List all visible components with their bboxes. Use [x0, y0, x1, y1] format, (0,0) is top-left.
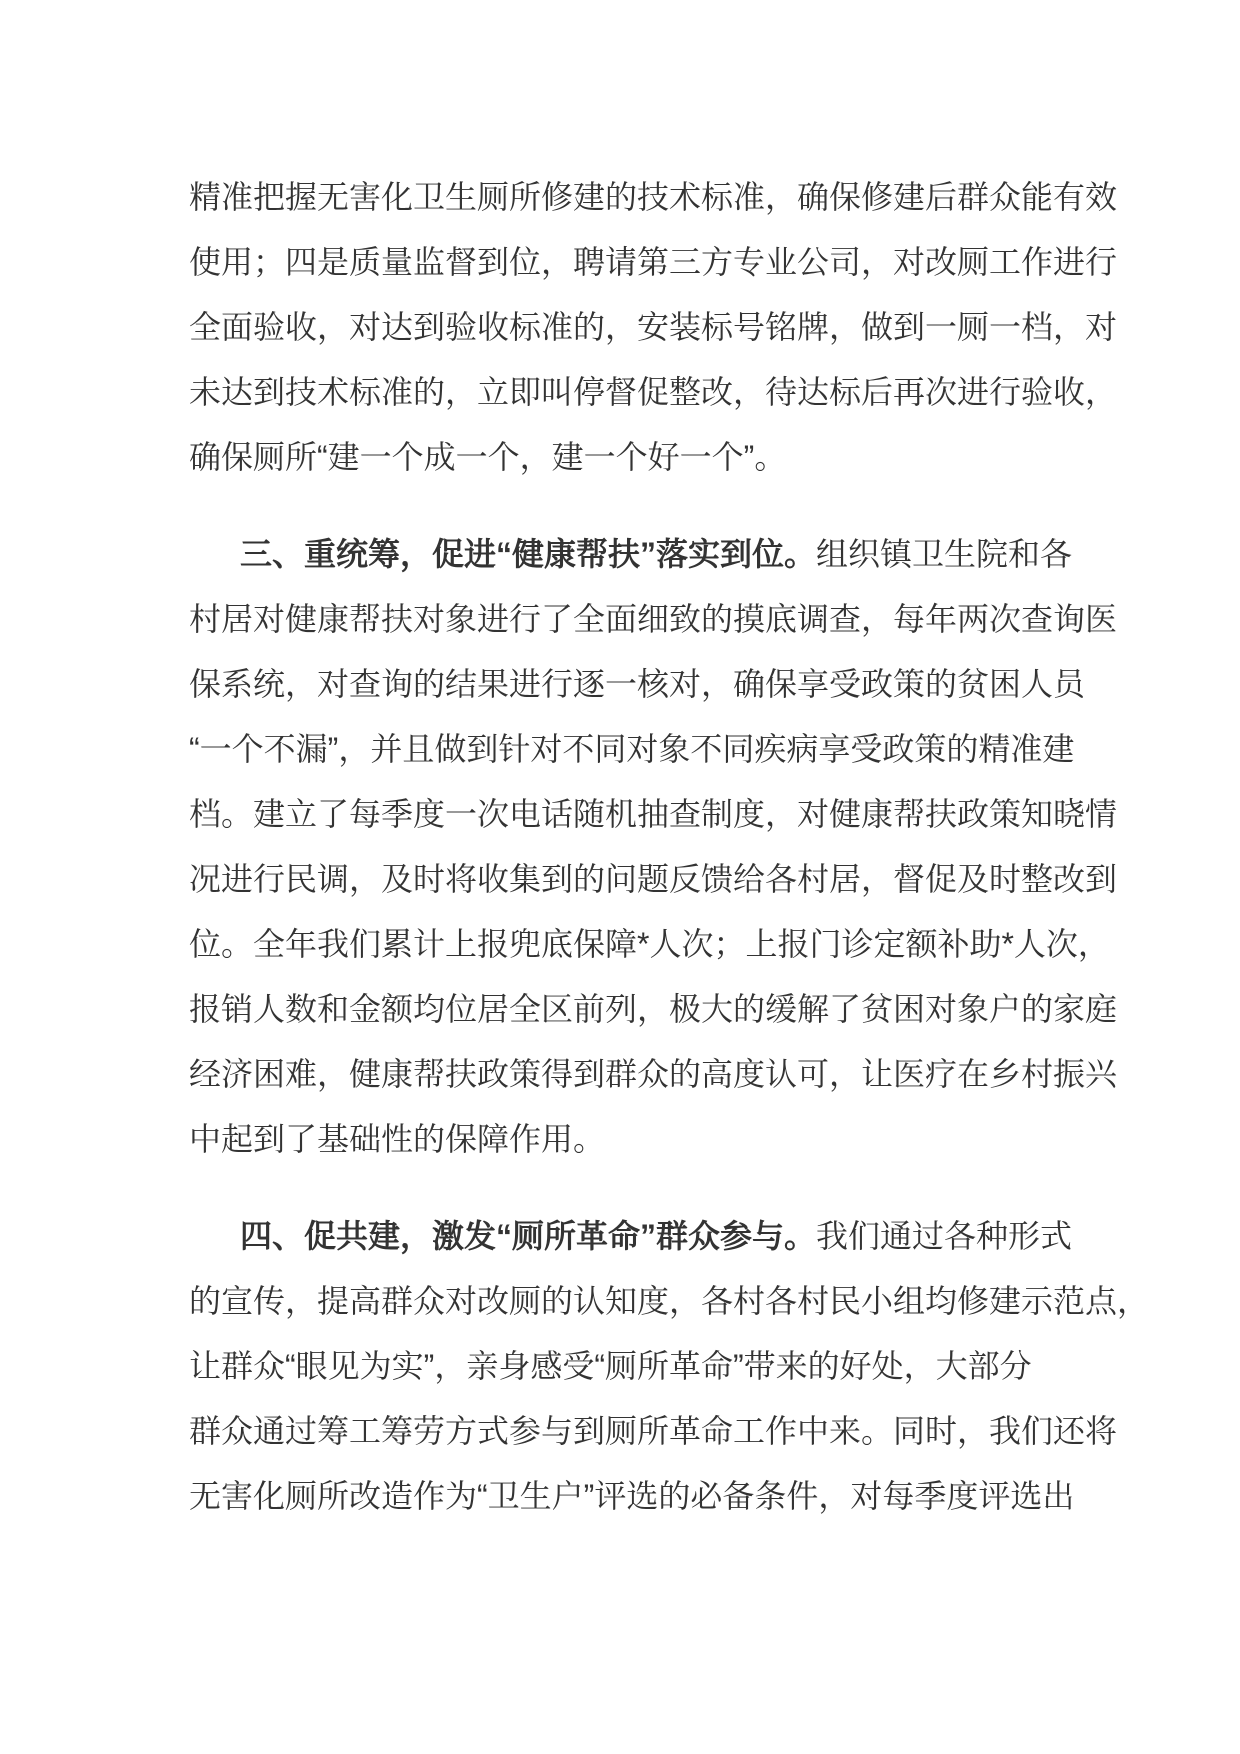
- text-line: 中起到了基础性的保障作用。: [189, 1121, 606, 1157]
- document-body: [189, 165, 1150, 1561]
- text-fragment: 我们通过各种形式: [816, 1218, 1073, 1254]
- text-line: 确保厕所“建一个成一个，建一个好一个”。: [189, 439, 787, 475]
- section-heading: 三、重统筹，促进“健康帮扶”落实到位。: [240, 536, 817, 572]
- text-line: 使用；四是质量监督到位，聘请第三方专业公司，对改厕工作进行: [189, 244, 1118, 280]
- text-line: 的宣传，提高群众对改厕的认知度，各村各村民小组均修建示范点，: [189, 1283, 1150, 1319]
- text-line: 让群众“眼见为实”，亲身感受“厕所革命”带来的好处，大部分: [189, 1348, 1032, 1384]
- text-line: “一个不漏”，并且做到针对不同对象不同疾病享受政策的精准建: [189, 731, 1075, 767]
- text-line: 经济困难，健康帮扶政策得到群众的高度认可，让医疗在乡村振兴: [189, 1056, 1118, 1092]
- section-heading: 四、促共建，激发“厕所革命”群众参与。: [240, 1218, 817, 1254]
- text-line: 未达到技术标准的，立即叫停督促整改，待达标后再次进行验收，: [189, 374, 1118, 410]
- text-line: 报销人数和金额均位居全区前列，极大的缓解了贫困对象户的家庭: [189, 991, 1118, 1027]
- text-line: 村居对健康帮扶对象进行了全面细致的摸底调查，每年两次查询医: [189, 601, 1118, 637]
- text-line-first: [189, 1204, 1073, 1269]
- text-line: 精准把握无害化卫生厕所修建的技术标准，确保修建后群众能有效: [189, 179, 1118, 215]
- text-line: 况进行民调，及时将收集到的问题反馈给各村居，督促及时整改到: [189, 861, 1118, 897]
- paragraph-toilet-standards: [189, 165, 1118, 490]
- text-line: 群众通过筹工筹劳方式参与到厕所革命工作中来。同时，我们还将: [189, 1413, 1118, 1449]
- text-line: 全面验收，对达到验收标准的，安装标号铭牌，做到一厕一档，对: [189, 309, 1118, 345]
- text-line: 档。建立了每季度一次电话随机抽查制度，对健康帮扶政策知晓情: [189, 796, 1118, 832]
- paragraph-toilet-revolution: [189, 1204, 1150, 1529]
- text-fragment: 组织镇卫生院和各: [816, 536, 1073, 572]
- text-line: 位。全年我们累计上报兜底保障*人次；上报门诊定额补助*人次，: [189, 926, 1110, 962]
- text-line-first: [189, 522, 1073, 587]
- text-line: 保系统，对查询的结果进行逐一核对，确保享受政策的贫困人员: [189, 666, 1086, 702]
- paragraph-health-assistance: [189, 522, 1118, 1172]
- text-line: 无害化厕所改造作为“卫生户”评选的必备条件，对每季度评选出: [189, 1478, 1075, 1514]
